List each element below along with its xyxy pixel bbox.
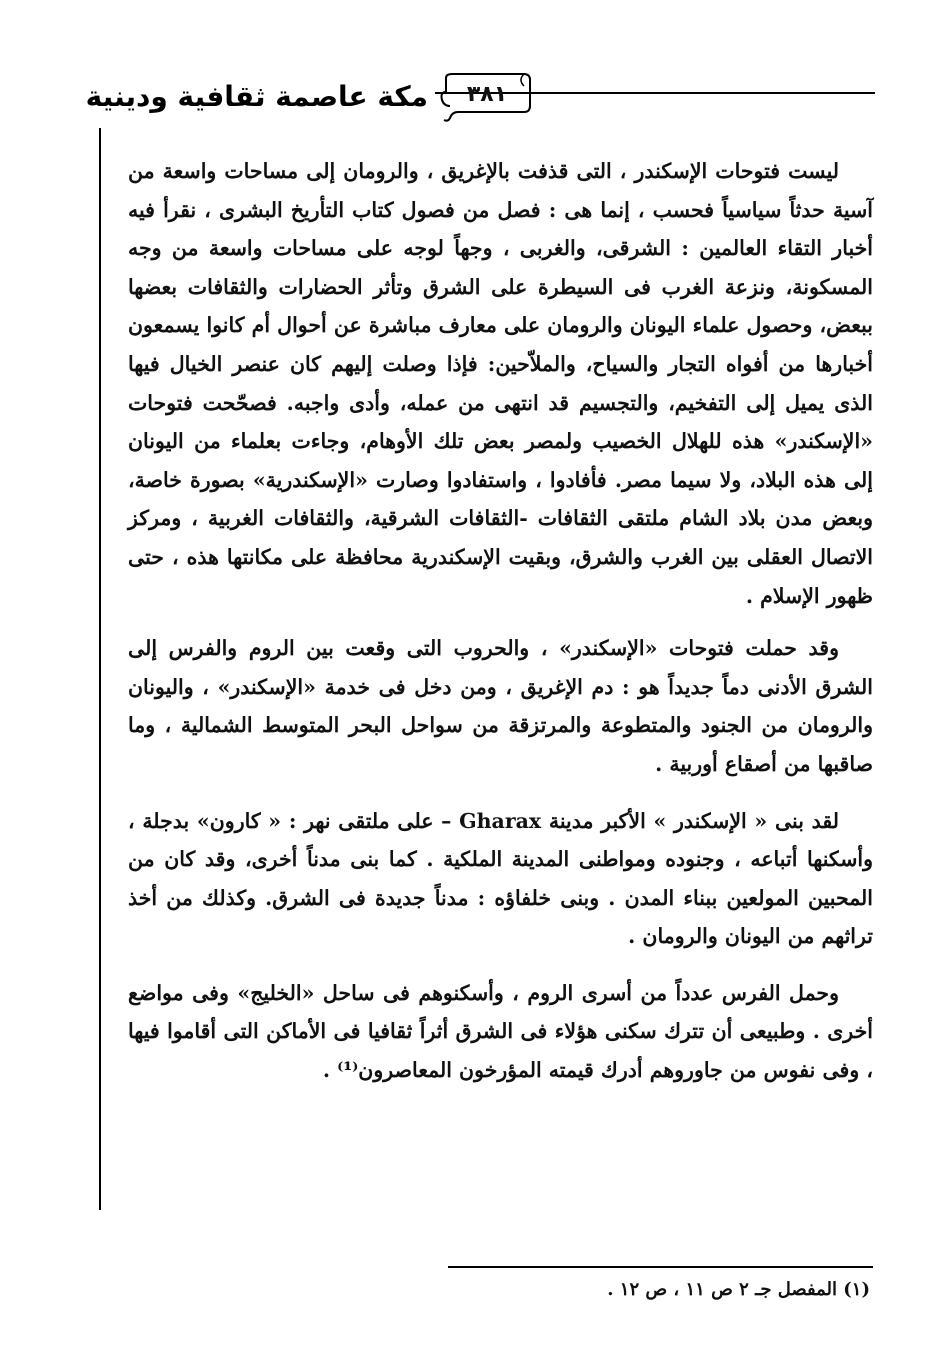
paragraph: لقد بنى « الإسكندر » الأكبر مدينة Gharax – على ملتقى نهر : « كارون» بدجلة ، وأسكنها أتباعه ، وجنوده ومواطنى المدينة الملكية . كما بنى مدناً أخرى، وقد كان من المحبين المولعين ببناء المدن . وبنى خلفاؤه : مدناً جديدة فى الشرق. وكذلك من أخذ تراثهم من اليونان والرومان .: [128, 808, 873, 949]
footnote: (١) المفصل جـ ٢ ص ١١ ، ص ١٢ .: [607, 1279, 870, 1300]
page-number-scroll-frame: [438, 70, 533, 124]
paragraph: وحمل الفرس عدداً من أسرى الروم ، وأسكنوهم فى ساحل «الخليج» وفى مواضع أخرى . وطبيعى أن تترك سكنى هؤلاء فى الشرق أثراً ثقافيا فى الأماكن التى أقاموا فيها ، وفى نفوس من جاوروهم أدرك قيمته المؤرخون المعاصرون⁽¹⁾ .: [128, 980, 873, 1083]
margin-rule: [99, 128, 101, 1210]
running-header-title: مكة عاصمة ثقافية ودينية: [85, 80, 428, 113]
body-text: [128, 152, 873, 1102]
paragraph: ليست فتوحات الإسكندر ، التى قذفت بالإغريق ، والرومان إلى مساحات واسعة من آسية حدثاً سياسياً فحسب ، إنما هى : فصل من فصول كتاب التأريخ البشرى ، نقرأ فيه أخبار التقاء العالمين : الشرقى، والغربى ، وجهاً لوجه على مساحات واسعة من وجه المسكونة، ونزعة الغرب فى السيطرة على الشرق وتأثر الحضارات والثقافات بعضها ببعض، وحصول علماء اليونان والرومان على معارف مباشرة عن أحوال أم كانوا يسمعون أخبارها من أفواه التجار والسياح، والملاّحين: فإذا وصلت إليهم كان عنصر الخيال فيها الذى يميل إلى التفخيم، والتجسيم قد انتهى من عمله، وأدى واجبه. فصحّحت فتوحات «الإسكندر» هذه للهلال الخصيب ولمصر بعض تلك الأوهام، وجاءت بعلماء من اليونان إلى هذه البلاد، ولا سيما مصر. فأفادوا ، واستفادوا وصارت «الإسكندرية» بصورة خاصة، وبعض مدن بلاد الشام ملتقى الثقافات -الثقافات الشرقية، والثقافات الغربية ، ومركز الاتصال العقلى بين الغرب والشرق، وبقيت الإسكندرية محافظة على مكانتها هذه ، حتى ظهور الإسلام .: [128, 159, 873, 608]
footnote-rule: [448, 1266, 873, 1268]
paragraph: وقد حملت فتوحات «الإسكندر» ، والحروب التى وقعت بين الروم والفرس إلى الشرق الأدنى دماً جديداً هو : دم الإغريق ، ومن دخل فى خدمة «الإسكندر» ، واليونان والرومان من الجنود والمتطوعة والمرتزقة من سواحل البحر المتوسط الشمالية ، وما صاقبها من أصقاع أوربية .: [128, 636, 873, 776]
page-number: ٣٨١: [466, 82, 508, 107]
